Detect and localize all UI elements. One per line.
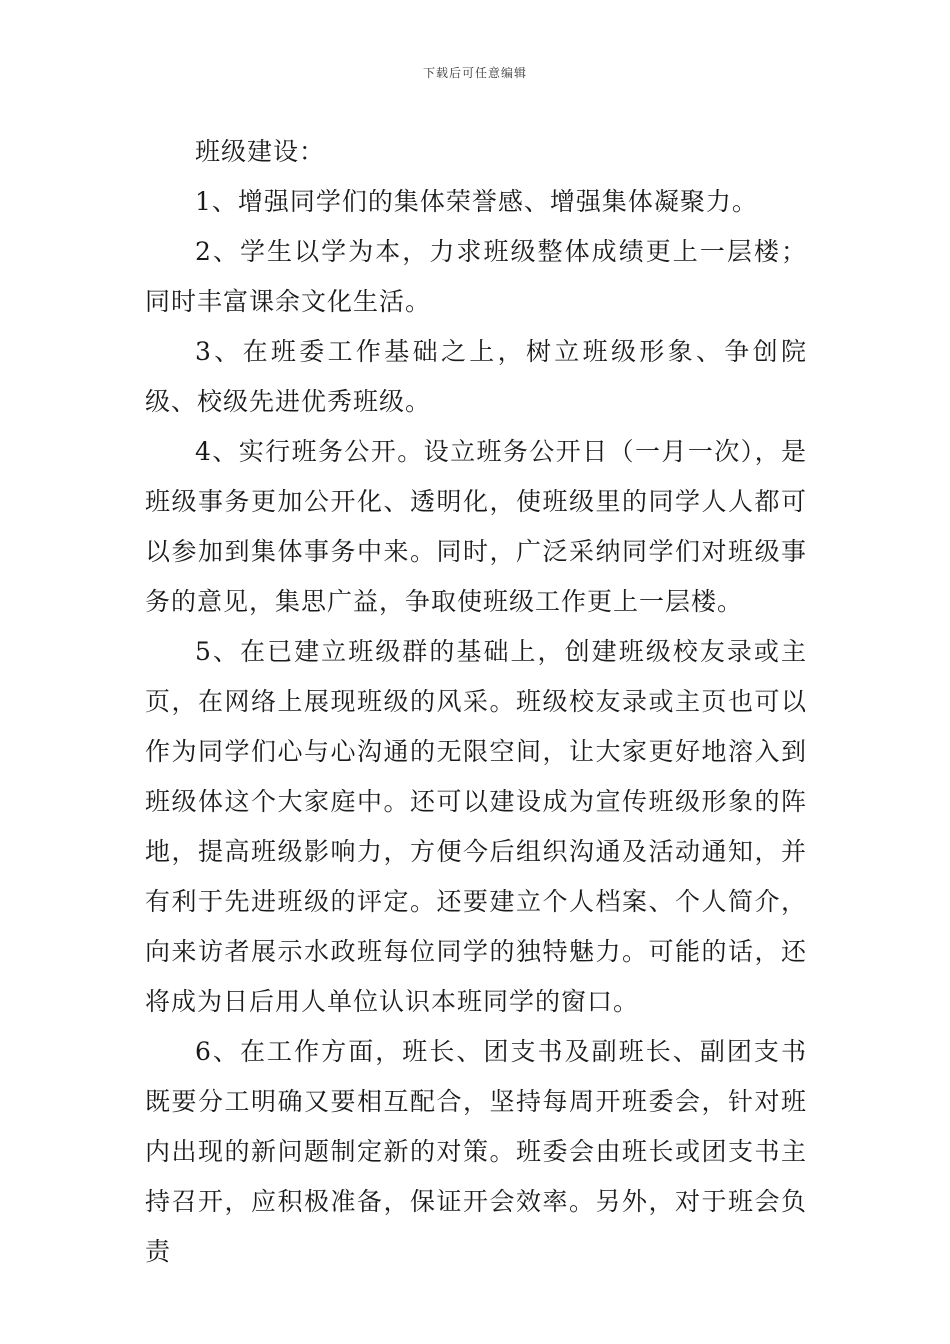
section-heading: 班级建设：: [195, 137, 326, 166]
paragraph-item-5: 5、在已建立班级群的基础上，创建班级校友录或主页，在网络上展现班级的风采。班级校友录或主页也可以作为同学们心与心沟通的无限空间，让大家更好地溶入到班级体这个大家庭中。还可以建设成为宣传班级形象的阵地，提高班级影响力，方便今后组织沟通及活动通知，并有利于先进班级的评定。还要建立个人档案、个人简介，向来访者展示水政班每位同学的独特魅力。可能的话，还将成为日后用人单位认识本班同学的窗口。: [145, 637, 807, 1016]
download-note: 下载后可任意编辑: [422, 66, 527, 80]
document-body: [145, 127, 807, 1277]
paragraph-item-4: 4、实行班务公开。设立班务公开日（一月一次），是班级事务更加公开化、透明化，使班级里的同学人人都可以参加到集体事务中来。同时，广泛采纳同学们对班级事务的意见，集思广益，争取使班级工作更上一层楼。: [145, 437, 807, 616]
paragraph-item-6: 6、在工作方面，班长、团支书及副班长、副团支书既要分工明确又要相互配合，坚持每周开班委会，针对班内出现的新问题制定新的对策。班委会由班长或团支书主持召开，应积极准备，保证开会效率。另外，对于班会负责: [145, 1037, 807, 1266]
paragraph-item-3: 3、在班委工作基础之上，树立班级形象、争创院级、校级先进优秀班级。: [145, 337, 807, 416]
paragraph-item-2: 2、学生以学为本，力求班级整体成绩更上一层楼；同时丰富课余文化生活。: [145, 237, 807, 316]
paragraph-item-1: 1、增强同学们的集体荣誉感、增强集体凝聚力。: [195, 187, 758, 216]
